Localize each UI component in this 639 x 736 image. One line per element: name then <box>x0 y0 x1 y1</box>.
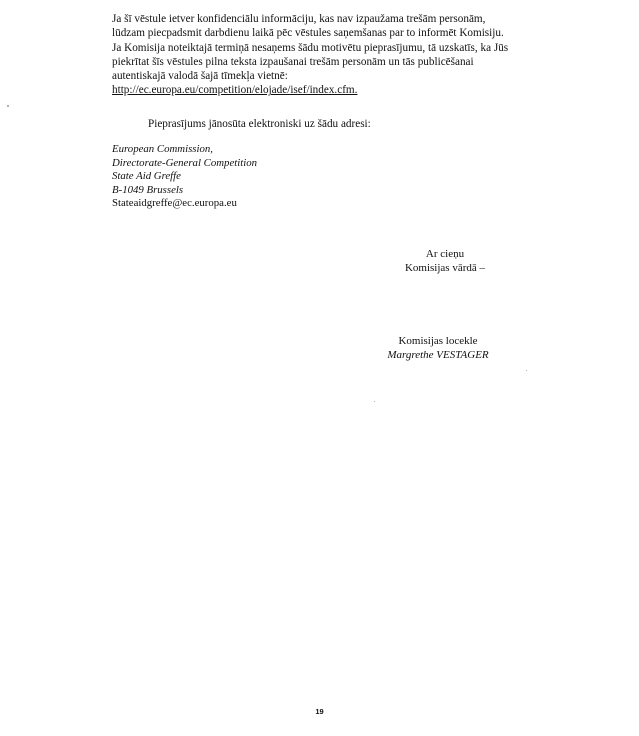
paragraph-line-4: piekrītat šīs vēstules pilna teksta izpaušanai trešām personām un tās publicēšanai <box>112 55 474 68</box>
closing-block <box>391 247 499 275</box>
address-block <box>112 143 257 211</box>
scan-speck <box>374 401 375 402</box>
signatory-role: Komisijas locekle <box>398 335 478 347</box>
paragraph-line-2: lūdzam piecpadsmit darbdienu laikā pēc vēstules saņemšanas par to informēt Komisiju. <box>112 27 504 40</box>
paragraph-line-5: autentiskajā valodā šajā tīmekļa vietnē: <box>112 70 288 83</box>
address-email[interactable]: Stateaidgreffe@ec.europa.eu <box>112 197 237 210</box>
confidentiality-paragraph <box>112 12 526 98</box>
competition-website-link[interactable]: http://ec.europa.eu/competition/elojade/isef/index.cfm. <box>112 84 358 97</box>
scan-speck <box>526 370 527 371</box>
page-number: 19 <box>315 707 324 716</box>
closing-on-behalf: Komisijas vārdā – <box>404 262 486 274</box>
address-directorate: Directorate-General Competition <box>112 156 258 169</box>
paragraph-line-1: Ja šī vēstule ietver konfidenciālu informāciju, kas nav izpaužama trešām personām, <box>112 13 486 25</box>
closing-salutation: Ar cieņu <box>425 248 465 260</box>
signatory-name: Margrethe VESTAGER <box>387 349 489 361</box>
address-organisation: European Commission, <box>112 143 213 155</box>
scan-speck <box>7 105 9 107</box>
paragraph-line-3: Ja Komisija noteiktajā termiņā nesaņems šādu motivētu pieprasījumu, tā uzskatīs, ka Jūs <box>112 41 509 54</box>
address-unit: State Aid Greffe <box>112 170 181 183</box>
address-city: B-1049 Brussels <box>112 183 184 196</box>
request-sentence: Pieprasījums jānosūta elektroniski uz šādu adresi: <box>148 118 371 130</box>
signature-block <box>376 334 500 362</box>
